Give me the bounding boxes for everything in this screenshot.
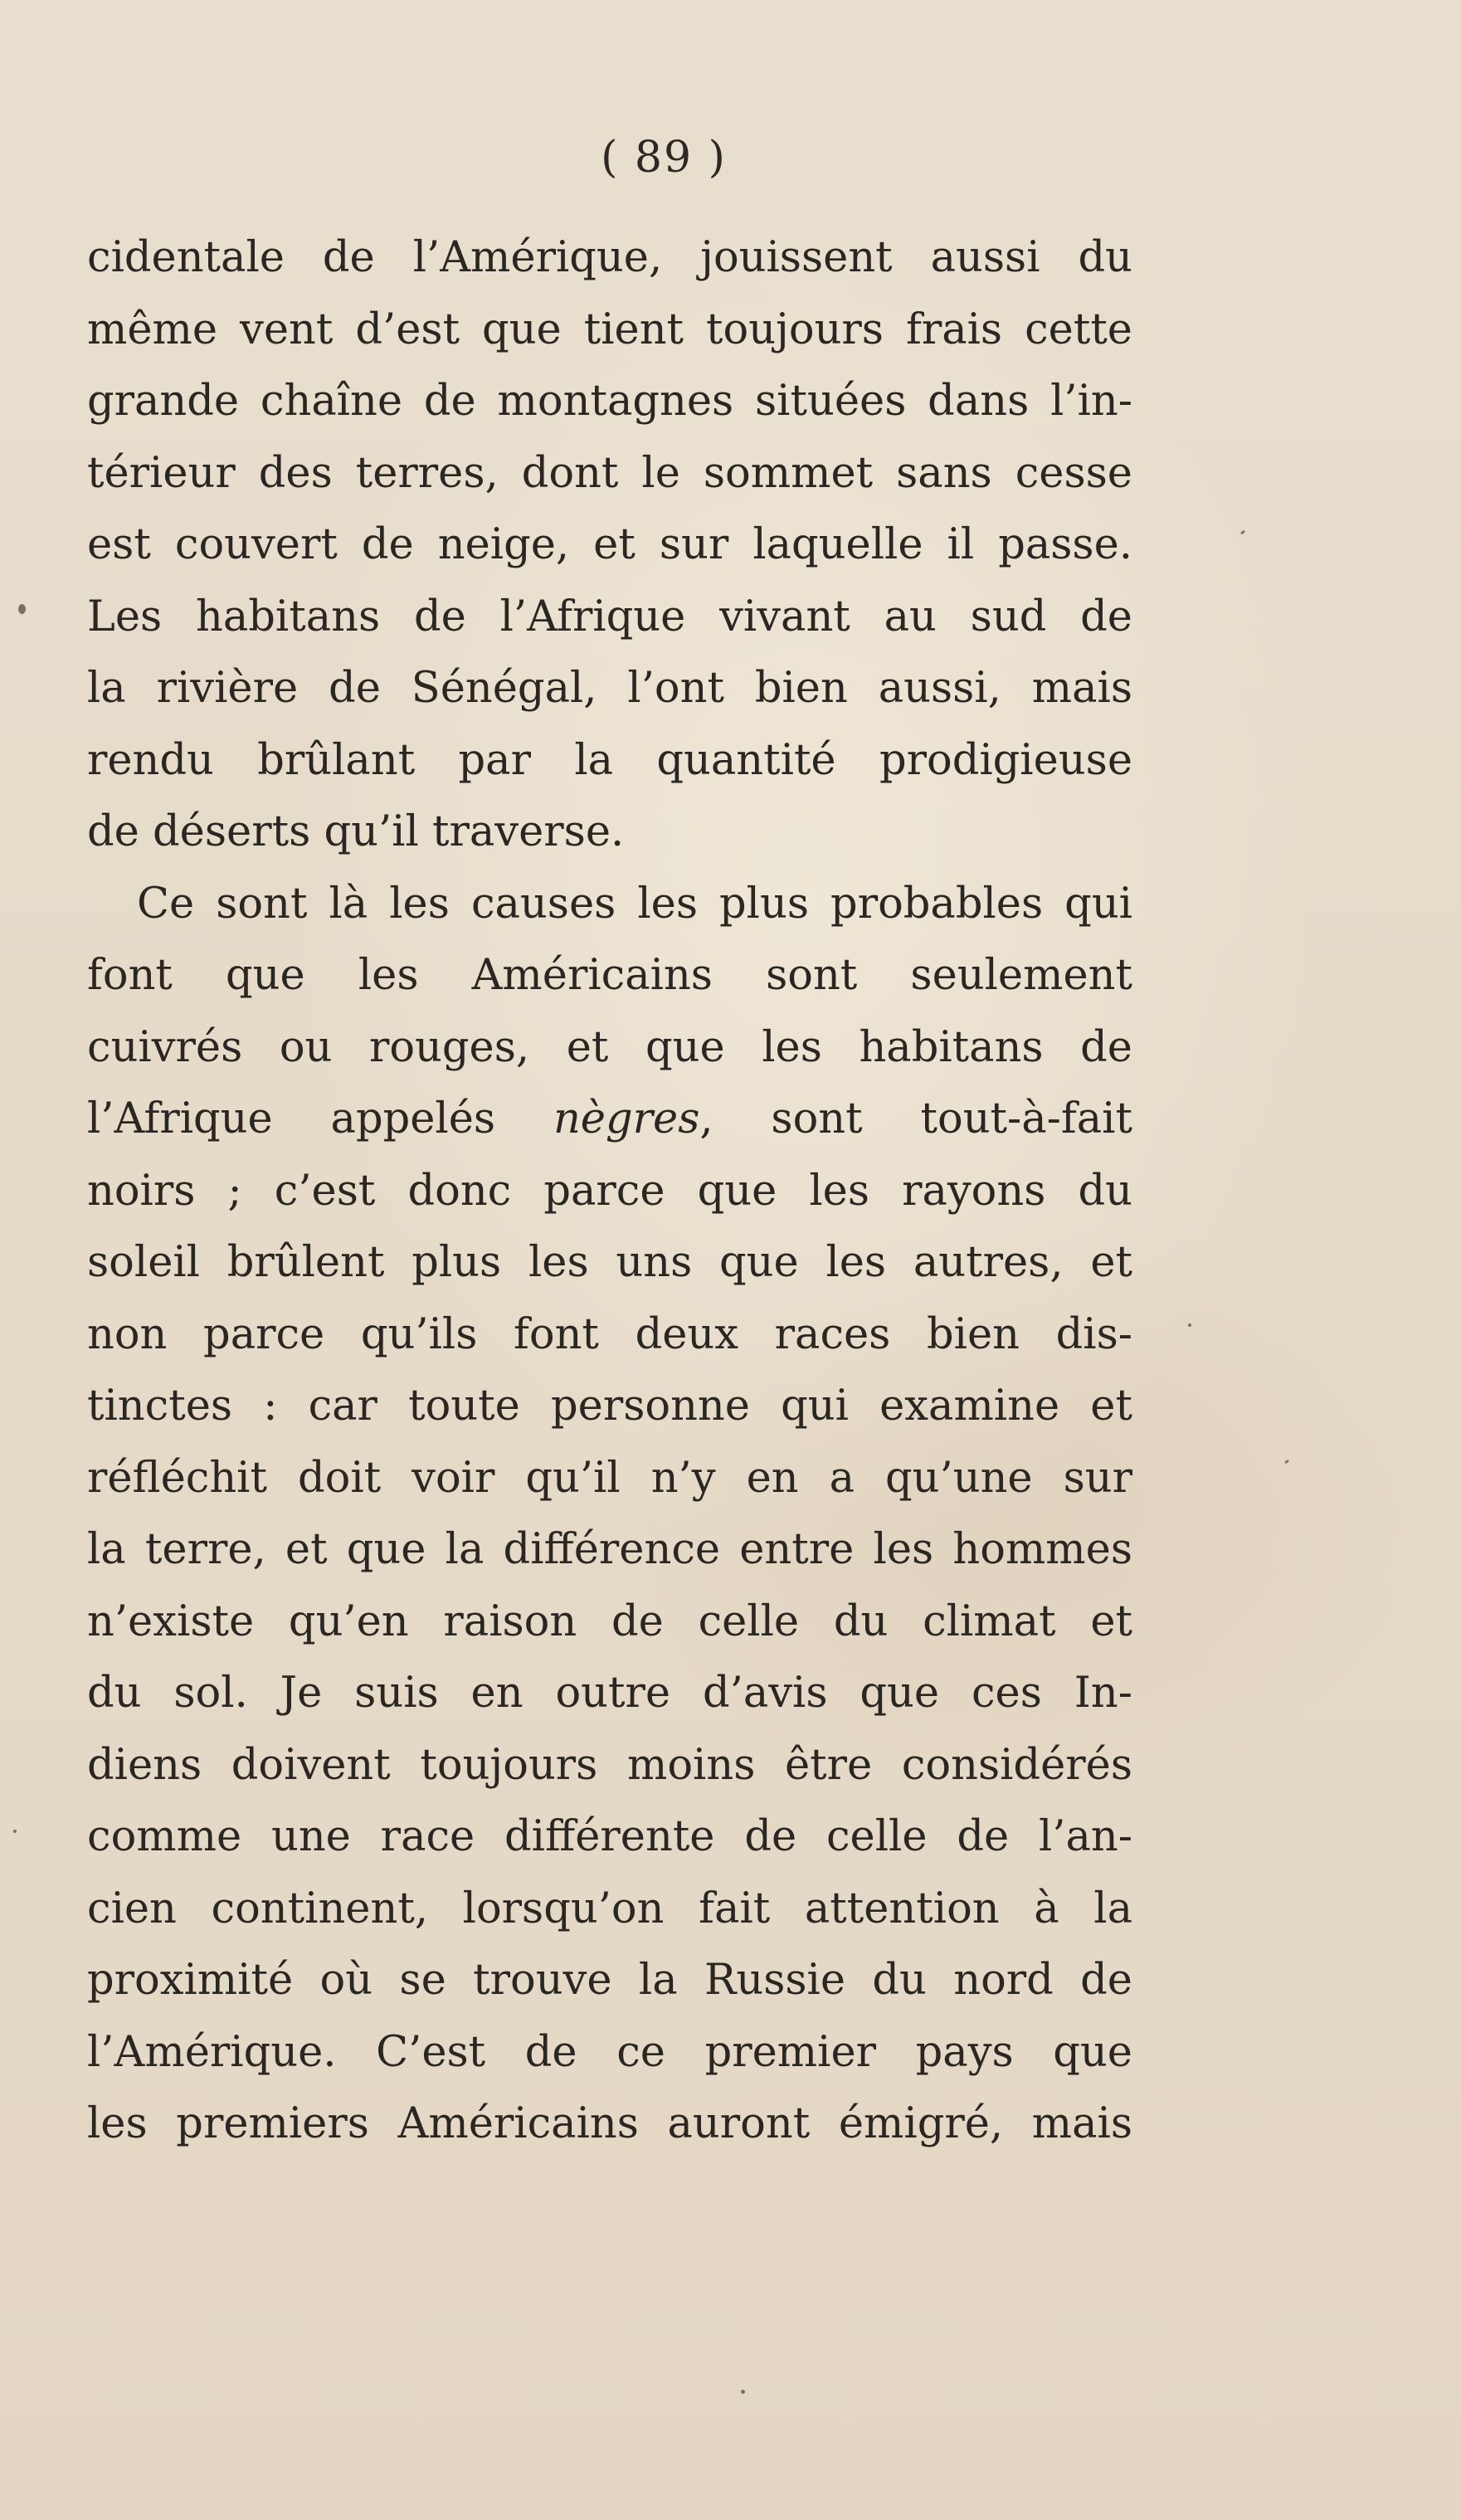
text-line: Les habitans de l’Afrique vivant au sud de	[87, 592, 1132, 641]
text-line: les premiers Américains auront émigré, mais	[87, 2099, 1132, 2148]
text-line: cuivrés ou rouges, et que les habitans de	[87, 1022, 1132, 1072]
text-line: proximité où se trouve la Russie du nord de	[87, 1956, 1132, 2005]
text-line: térieur des terres, dont le sommet sans cesse	[87, 448, 1132, 498]
paper-speck	[1188, 1323, 1191, 1327]
body-text	[87, 222, 1132, 2161]
paper-speck	[13, 1830, 17, 1833]
text-line: comme une race différente de celle de l’an-	[87, 1812, 1132, 1861]
text-line: réfléchit doit voir qu’il n’y en a qu’une sur	[87, 1453, 1132, 1503]
text-line: noirs ; c’est donc parce que les rayons du	[87, 1166, 1132, 1216]
text-line: grande chaîne de montagnes situées dans l’in-	[87, 377, 1132, 426]
text-line: cidentale de l’Amérique, jouissent aussi du	[87, 233, 1132, 282]
text-line: tinctes : car toute personne qui examine et	[87, 1382, 1132, 1431]
text-line: cien continent, lorsqu’on fait attention à la	[87, 1884, 1132, 1933]
page-number: ( 89 )	[601, 133, 727, 183]
text-line: diens doivent toujours moins être considérés	[87, 1740, 1132, 1790]
text-line: est couvert de neige, et sur laquelle il passe.	[87, 520, 1132, 569]
italic-term: nègres	[553, 1094, 700, 1143]
text-line: font que les Américains sont seulement	[87, 951, 1132, 1000]
text-line: de déserts qu’il traverse.	[87, 807, 625, 856]
text-line: la terre, et que la différence entre les hommes	[87, 1525, 1132, 1574]
text-line: Ce sont là les causes les plus probables qui	[137, 879, 1132, 929]
paper-speck	[18, 604, 26, 614]
text-line: même vent d’est que tient toujours frais cette	[87, 305, 1132, 354]
text-line: n’existe qu’en raison de celle du climat et	[87, 1596, 1132, 1646]
paragraph-1	[87, 222, 1132, 869]
text-segment: l’Afrique appelés	[87, 1094, 496, 1143]
text-line-with-italic	[87, 1084, 1132, 1156]
text-line: du sol. Je suis en outre d’avis que ces In-	[87, 1669, 1132, 1718]
paper-speck	[1284, 1459, 1290, 1464]
text-line: la rivière de Sénégal, l’ont bien aussi, mais	[87, 664, 1132, 713]
text-line: rendu brûlant par la quantité prodigieuse	[87, 735, 1132, 785]
paragraph-2	[87, 869, 1132, 2161]
text-segment: , sont tout-à-fait	[699, 1094, 1132, 1143]
paper-speck	[1240, 530, 1246, 535]
text-line: l’Amérique. C’est de ce premier pays que	[87, 2027, 1132, 2077]
text-line: non parce qu’ils font deux races bien dis-	[87, 1309, 1132, 1359]
paper-speck	[741, 2390, 745, 2394]
text-line: soleil brûlent plus les uns que les autres, et	[87, 1238, 1132, 1287]
